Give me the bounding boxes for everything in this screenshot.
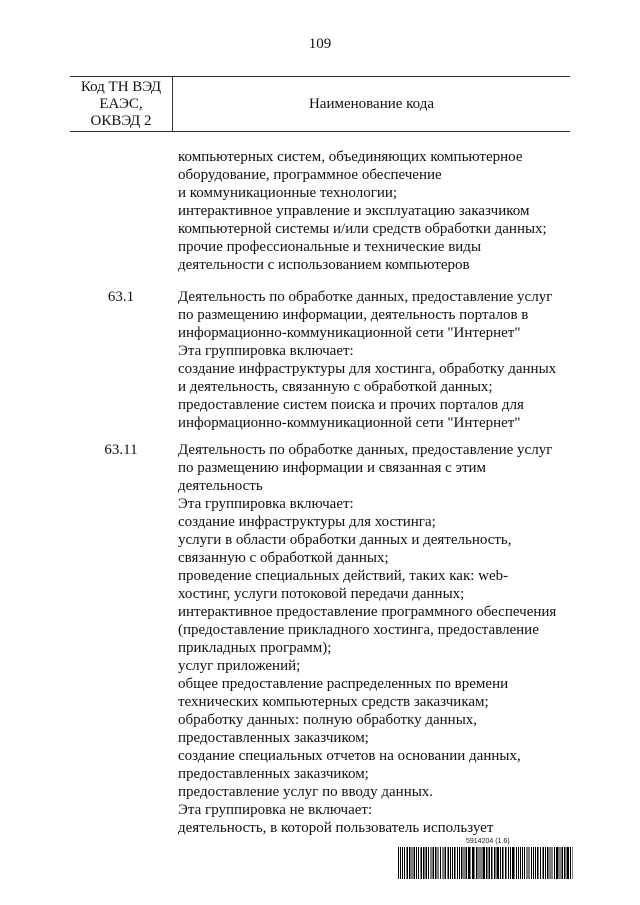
text-line: (предоставление прикладного хостинга, предоставление (178, 622, 539, 638)
text-line: и коммуникационные технологии; (178, 185, 398, 201)
text-line: обработку данных: полную обработку данных, (178, 712, 478, 728)
text-line: Деятельность по обработке данных, предоставление услуг (178, 289, 553, 305)
text-line: создание специальных отчетов на основании данных, (178, 748, 521, 764)
text-line: услуг приложений; (178, 658, 301, 674)
text-line: хостинг, услуги потоковой передачи данных; (178, 586, 465, 602)
text-line: услуги в области обработки данных и деятельность, (178, 532, 512, 548)
text-line: Деятельность по обработке данных, предоставление услуг (178, 442, 553, 458)
entry-description (178, 288, 570, 432)
text-line: по размещению информации и связанная с этим (178, 460, 487, 476)
text-line: предоставление услуг по вводу данных. (178, 784, 434, 800)
entry-code: 63.1 (107, 289, 135, 305)
barcode (398, 847, 573, 879)
text-line: прикладных программ); (178, 640, 332, 656)
text-line: оборудование, программное обеспечение (178, 167, 442, 183)
text-line: деятельность (178, 478, 263, 494)
text-line: предоставленных заказчиком; (178, 766, 369, 782)
text-line: предоставление систем поиска и прочих порталов для (178, 397, 524, 413)
text-line: создание инфраструктуры для хостинга; (178, 514, 436, 530)
document-code: 5914204 (1.6) (466, 838, 510, 845)
text-line: Эта группировка включает: (178, 343, 354, 359)
text-line: компьютерных систем, объединяющих компьютерное (178, 149, 523, 165)
entry-code: 63.11 (104, 442, 138, 458)
text-line: технических компьютерных средств заказчикам; (178, 694, 489, 710)
text-line: связанную с обработкой данных; (178, 550, 389, 566)
text-line: прочие профессиональные и технические виды (178, 239, 482, 255)
header-code-line: ОКВЭД 2 (90, 112, 152, 129)
header-code-line: ЕАЭС, (99, 95, 143, 112)
text-line: создание инфраструктуры для хостинга, обработку данных (178, 361, 557, 377)
header-code-line: Код ТН ВЭД (80, 78, 162, 95)
table-header (70, 76, 570, 132)
text-line: Эта группировка включает: (178, 496, 354, 512)
text-line: деятельность, в которой пользователь использует (178, 820, 494, 836)
text-line: предоставленных заказчиком; (178, 730, 369, 746)
text-line: деятельности с использованием компьютеров (178, 257, 470, 273)
text-line: интерактивное предоставление программного обеспечения (178, 604, 557, 620)
text-line: информационно-коммуникационной сети "Интернет" (178, 415, 521, 431)
text-line: Эта группировка не включает: (178, 802, 373, 818)
header-code-column (70, 77, 173, 131)
text-line: общее предоставление распределенных по времени (178, 676, 509, 692)
page-number: 109 (308, 36, 332, 52)
text-line: интерактивное управление и эксплуатацию заказчиком (178, 203, 530, 219)
text-line: информационно-коммуникационной сети "Интернет" (178, 325, 521, 341)
text-line: и деятельность, связанную с обработкой данных; (178, 379, 493, 395)
entry-description (178, 148, 570, 274)
text-line: по размещению информации, деятельность порталов в (178, 307, 529, 323)
header-name-column (173, 77, 570, 131)
entry-description (178, 441, 570, 837)
header-name-label: Наименование кода (308, 95, 435, 112)
text-line: проведение специальных действий, таких как: web- (178, 568, 509, 584)
text-line: компьютерной системы и/или средств обработки данных; (178, 221, 547, 237)
